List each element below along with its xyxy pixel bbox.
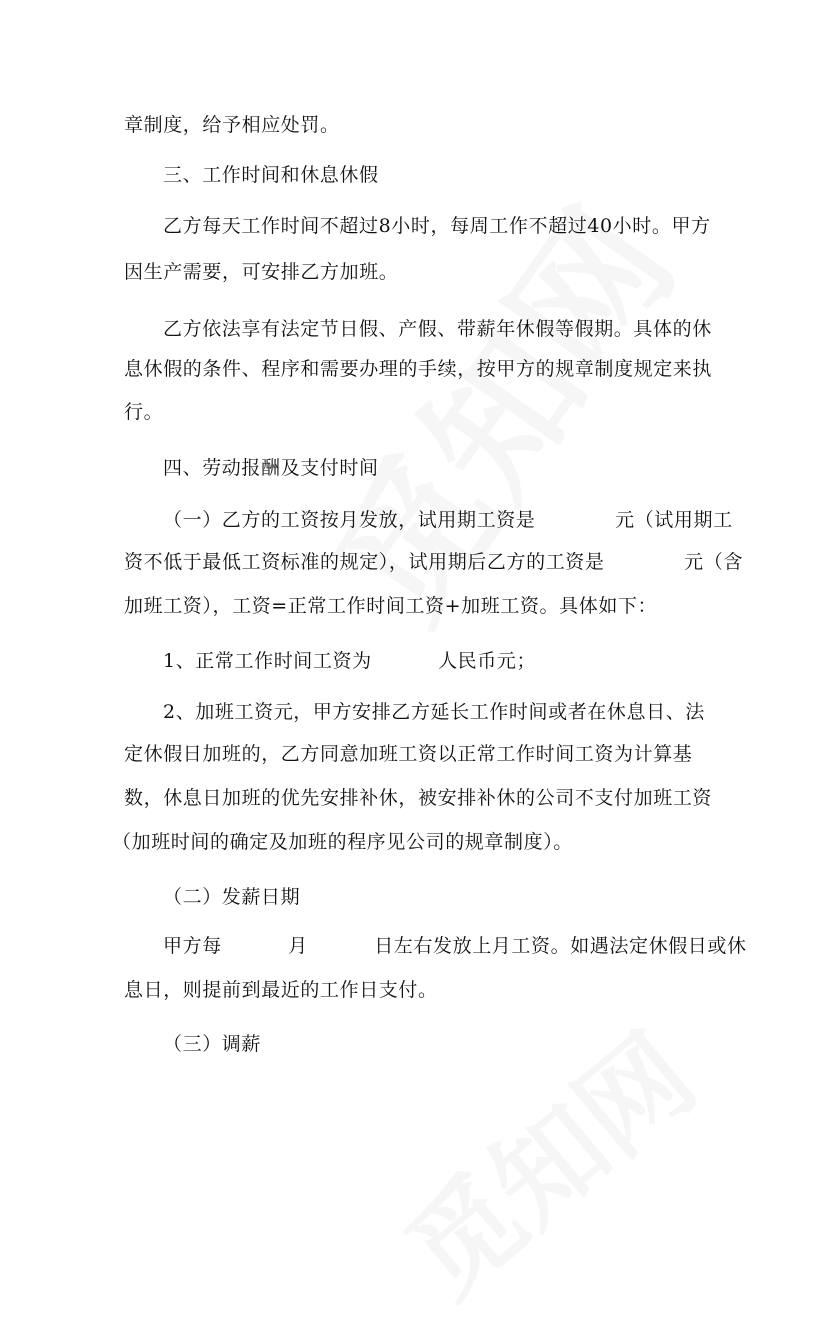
- text-line: （加班时间的确定及加班的程序见公司的规章制度）。: [112, 831, 573, 853]
- text-line: 乙方依法享有法定节日假、产假、带薪年休假等假期。具体的休: [163, 318, 712, 340]
- text-line: 甲方每 月 日左右发放上月工资。如遇法定休假日或休: [163, 935, 747, 957]
- watermark-bottom: [368, 992, 722, 1325]
- text-line: 息休假的条件、程序和需要办理的手续，按甲方的规章制度规定来执: [124, 358, 713, 380]
- text-line: 息日，则提前到最近的工作日支付。: [124, 979, 438, 1001]
- section-heading: 三、工作时间和休息休假: [163, 164, 379, 186]
- text-line: （一）乙方的工资按月发放，试用期工资是 元（试用期工: [163, 509, 733, 531]
- text-line: 数，休息日加班的优先安排补休，被安排补休的公司不支付加班工资: [124, 787, 713, 809]
- text-line: 因生产需要，可安排乙方加班。: [124, 261, 399, 283]
- section-heading: 四、劳动报酬及支付时间: [163, 457, 379, 479]
- text-line: 加班工资），工资=正常工作时间工资+加班工资。具体如下：: [124, 595, 658, 617]
- section-heading: （二）发薪日期: [163, 886, 301, 908]
- text-line: 章制度，给予相应处罚。: [124, 114, 340, 136]
- text-line: 2、加班工资元，甲方安排乙方延长工作时间或者在休息日、法: [163, 701, 705, 723]
- text-line: 资不低于最低工资标准的规定），试用期后乙方的工资是 元（含: [124, 551, 743, 573]
- text-line: 乙方每天工作时间不超过8小时，每周工作不超过40小时。甲方: [163, 215, 711, 237]
- section-heading: （三）调薪: [163, 1033, 262, 1055]
- text-line: 行。: [124, 401, 164, 423]
- text-line: 定休假日加班的，乙方同意加班工资以正常工作时间工资为计算基: [124, 743, 693, 765]
- text-line: 1、正常工作时间工资为 人民币元；: [163, 650, 537, 672]
